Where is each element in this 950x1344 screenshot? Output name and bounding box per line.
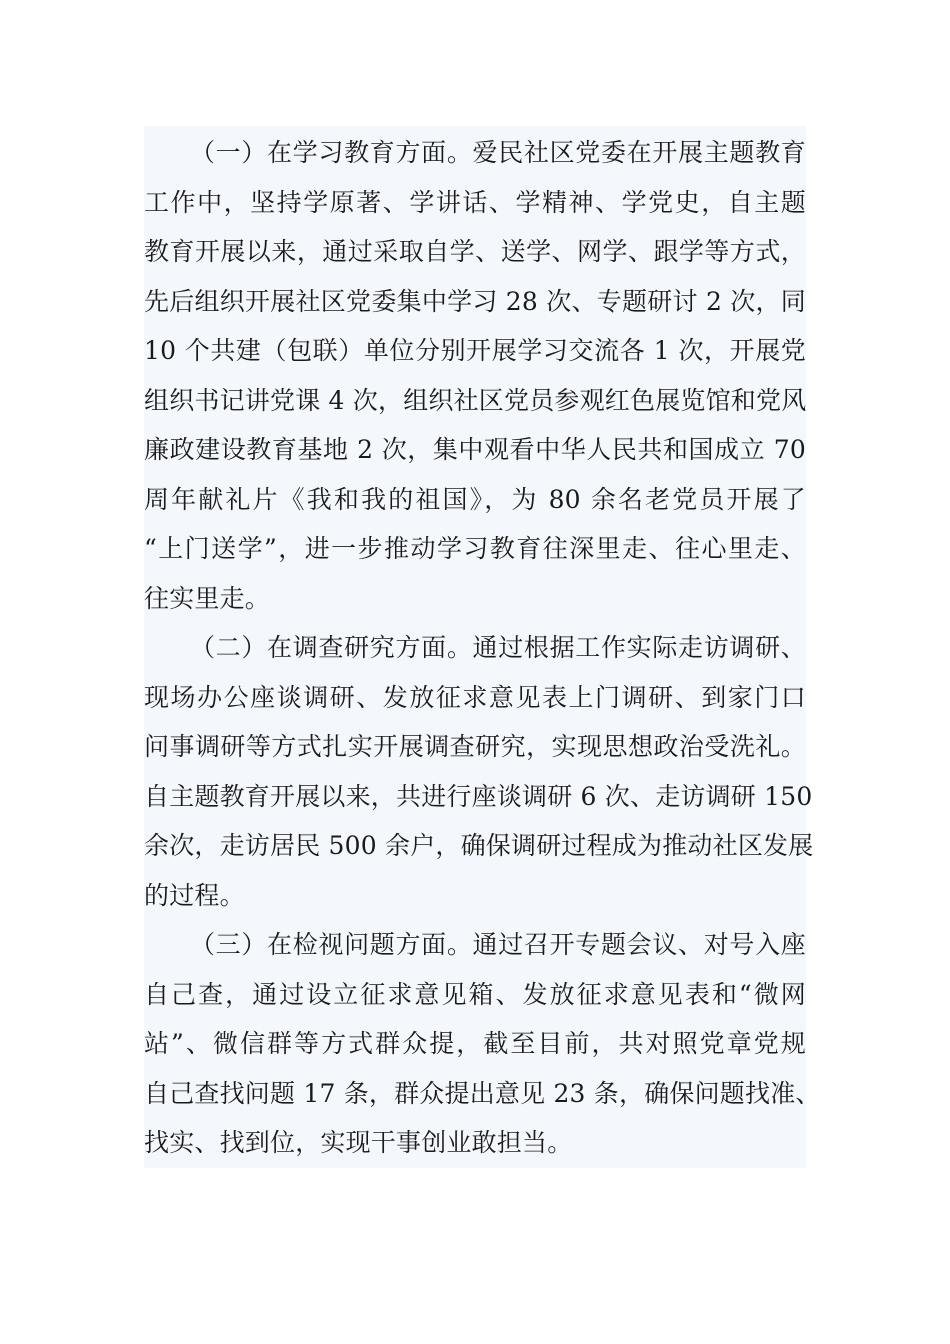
paragraph-1-line-7: 廉政建设教育基地 2 次，集中观看中华人民共和国成立 70 xyxy=(144,435,806,464)
paragraph-1-line-5: 10 个共建（包联）单位分别开展学习交流各 1 次，开展党 xyxy=(144,336,806,365)
paragraph-2-line-3: 问事调研等方式扎实开展调查研究，实现思想政治受洗礼。 xyxy=(144,732,806,761)
paragraph-2-line-1: （二）在调查研究方面。通过根据工作实际走访调研、 xyxy=(190,633,806,662)
paragraph-3-line-3: 站”、微信群等方式群众提，截至目前，共对照党章党规 xyxy=(144,1029,806,1058)
document-text-block xyxy=(144,126,821,1168)
paragraph-3-line-4: 自己查找问题 17 条，群众提出意见 23 条，确保问题找准、 xyxy=(144,1078,821,1108)
paragraph-1-line-10: 往实里走。 xyxy=(144,583,271,613)
paragraph-1-line-6: 组织书记讲党课 4 次，组织社区党员参观红色展览馆和党风 xyxy=(144,385,807,415)
paragraph-1-line-9: “上门送学”，进一步推动学习教育往深里走、往心里走、 xyxy=(144,534,806,563)
paragraph-1-line-8: 周年献礼片《我和我的祖国》，为 80 余名老党员开展了 xyxy=(144,484,806,514)
paragraph-3-line-2: 自己查，通过设立征求意见箱、发放征求意见表和“微网 xyxy=(144,979,806,1009)
paragraph-2-line-6: 的过程。 xyxy=(144,880,245,910)
paragraph-1-line-1: （一）在学习教育方面。爱民社区党委在开展主题教育 xyxy=(190,138,806,167)
paragraph-1-line-4: 先后组织开展社区党委集中学习 28 次、专题研讨 2 次，同 xyxy=(144,286,806,316)
paragraph-2-line-4: 自主题教育开展以来，共进行座谈调研 6 次、走访调研 150 xyxy=(144,781,813,811)
paragraph-1-line-2: 工作中，坚持学原著、学讲话、学精神、学党史，自主题 xyxy=(144,187,806,217)
paragraph-2-line-5: 余次，走访居民 500 余户，确保调研过程成为推动社区发展 xyxy=(144,831,814,860)
paragraph-1-line-3: 教育开展以来，通过采取自学、送学、网学、跟学等方式， xyxy=(144,237,806,266)
paragraph-3-line-5: 找实、找到位，实现干事创业敢担当。 xyxy=(144,1128,573,1157)
paragraph-2-line-2: 现场办公座谈调研、发放征求意见表上门调研、到家门口 xyxy=(144,682,806,712)
paragraph-3-line-1: （三）在检视问题方面。通过召开专题会议、对号入座 xyxy=(190,930,806,959)
